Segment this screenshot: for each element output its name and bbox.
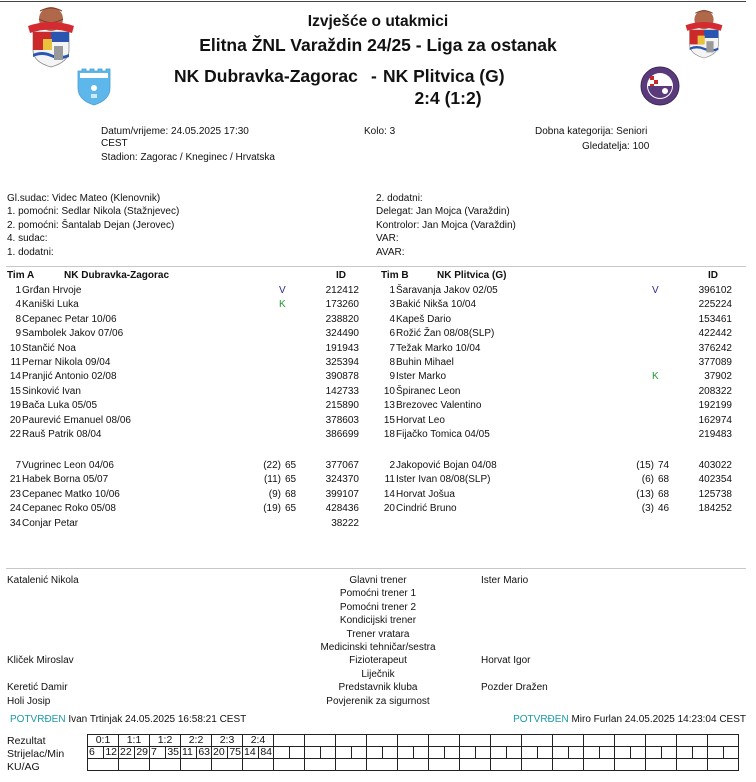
replaced-player: (13) [636, 488, 654, 500]
player-number: 18 [383, 429, 395, 440]
player-number: 8 [389, 357, 395, 368]
official-entry: 2. dodatni: [376, 193, 423, 204]
player-number: 11 [10, 357, 21, 368]
staff-role: Trener vratara [346, 628, 410, 640]
result-cell [522, 735, 553, 747]
scorer-number-cell [553, 747, 569, 759]
scorer-number-cell [615, 747, 631, 759]
goal-minute-cell: 63 [196, 747, 212, 759]
player-id: 396102 [698, 285, 732, 296]
player-name: Stančić Noa [22, 342, 76, 354]
cards-cell [615, 759, 646, 771]
player-name: Paurević Emanuel 08/06 [22, 414, 131, 426]
goal-minute-cell [320, 747, 336, 759]
player-number: 24 [9, 503, 21, 515]
goal-minute-cell [723, 747, 739, 759]
player-id: 238820 [325, 313, 359, 325]
match-score: 2:4 (1:2) [414, 88, 482, 108]
league-title: Elitna ŽNL Varaždin 24/25 - Liga za ostanak [199, 35, 557, 55]
substitute-row [0, 517, 756, 530]
result-cell [460, 735, 491, 747]
player-name: Jakopović Bojan 04/08 [396, 460, 497, 471]
goal-minute-cell [537, 747, 553, 759]
away-team-title: NK Plitvica (G) [383, 66, 505, 86]
player-name: Buhin Mihael [396, 357, 454, 368]
player-row [0, 284, 756, 297]
player-name: Vugrinec Leon 04/06 [22, 460, 114, 471]
player-row [0, 313, 756, 326]
score-label-scorer: Strijelac/Min [7, 748, 65, 760]
player-number: 9 [15, 328, 21, 340]
staff-role: Kondicijski trener [339, 615, 417, 627]
official-entry: AVAR: [376, 246, 405, 258]
scorer-number-cell [584, 747, 600, 759]
result-cell [584, 735, 615, 747]
goal-minute-cell [413, 747, 429, 759]
match-timezone: CEST [101, 138, 128, 149]
cards-cell [336, 759, 367, 771]
cards-cell [367, 759, 398, 771]
result-cell: 1:1 [119, 735, 150, 747]
scorer-number-cell: 14 [243, 747, 259, 759]
player-row [0, 356, 756, 369]
player-id: 325394 [325, 357, 359, 368]
result-cell [305, 735, 336, 747]
player-id: 162974 [698, 414, 732, 426]
player-id: 422442 [698, 328, 732, 340]
result-cell: 0:1 [88, 735, 119, 747]
player-row [0, 428, 756, 441]
player-name: Cindrić Bruno [396, 503, 457, 515]
home-staff-name: Holi Josip [7, 695, 51, 707]
player-number: 34 [9, 517, 21, 529]
player-name: Pernar Nikola 09/04 [22, 357, 111, 368]
goal-minute-cell [692, 747, 708, 759]
staff-role: Povjerenik za sigurnost [326, 695, 430, 707]
home-confirmation-status: POTVRĐEN [10, 714, 66, 725]
spectators: Gledatelja: 100 [582, 141, 650, 152]
replaced-player: (15) [636, 460, 654, 471]
player-number: 15 [9, 385, 21, 397]
player-id: 403022 [698, 460, 732, 471]
team-separator: - [371, 66, 377, 86]
player-id: 402354 [698, 474, 732, 486]
player-id: 37902 [704, 371, 732, 383]
player-id: 212412 [325, 285, 359, 296]
team-a-label: Tim A [7, 270, 35, 281]
player-name: Sinković Ivan [22, 385, 81, 397]
player-id: 142733 [325, 385, 359, 397]
result-cell [398, 735, 429, 747]
player-id: 324490 [325, 328, 359, 340]
player-name: Kaniški Luka [22, 299, 79, 311]
player-number: 21 [9, 474, 21, 486]
player-row [0, 342, 756, 355]
replaced-player: (11) [263, 474, 281, 486]
cards-cell [708, 759, 739, 771]
staff-role: Fizioterapeut [349, 655, 407, 667]
player-row [0, 298, 756, 311]
cards-cell [243, 759, 274, 771]
scorer-number-cell [460, 747, 476, 759]
official-entry: 4. sudac: [7, 233, 48, 245]
goal-minute-cell [568, 747, 584, 759]
substitute-row [0, 473, 756, 486]
player-name: Horvat Leo [396, 414, 445, 426]
result-cell [553, 735, 584, 747]
goal-minute-cell: 75 [227, 747, 243, 759]
score-label-result: Rezultat [7, 735, 46, 747]
player-name: Cepanec Petar 10/06 [22, 313, 117, 325]
scorer-number-cell: 11 [181, 747, 197, 759]
player-name: Cepanec Roko 05/08 [22, 503, 116, 515]
result-cell [274, 735, 305, 747]
scorer-number-cell [336, 747, 352, 759]
team-b-name: NK Plitvica (G) [437, 270, 507, 281]
team-a-name: NK Dubravka-Zagorac [64, 270, 170, 281]
scorer-number-cell [305, 747, 321, 759]
home-confirmation-text: Ivan Trtinjak 24.05.2025 16:58:21 CEST [68, 714, 247, 725]
replaced-player: (22) [263, 460, 281, 471]
scorer-number-cell [491, 747, 507, 759]
player-number: 7 [15, 460, 21, 471]
cards-cell [584, 759, 615, 771]
cards-cell [150, 759, 181, 771]
staff-role: Predstavnik kluba [338, 682, 418, 694]
goal-minute-cell [444, 747, 460, 759]
team-b-id-header: ID [708, 270, 718, 281]
player-number: 3 [389, 299, 395, 311]
player-name: Šaravanja Jakov 02/05 [396, 285, 498, 296]
staff-role: Glavni trener [349, 575, 407, 586]
cards-cell [491, 759, 522, 771]
player-number: 19 [9, 400, 21, 412]
player-id: 377067 [325, 460, 359, 471]
official-entry: Delegat: Jan Mojca (Varaždin) [376, 206, 510, 218]
score-cards-row [88, 759, 739, 771]
home-staff-name: Kliček Miroslav [7, 655, 74, 667]
player-row [0, 327, 756, 340]
cards-cell [274, 759, 305, 771]
result-cell [708, 735, 739, 747]
scorer-number-cell: 7 [150, 747, 166, 759]
home-team-title: NK Dubravka-Zagorac [174, 66, 358, 86]
cards-cell [181, 759, 212, 771]
substitution-minute: 65 [285, 503, 297, 515]
player-id: 399107 [325, 488, 359, 500]
player-name: Sambolek Jakov 07/06 [22, 328, 124, 340]
player-name: Kapeš Dario [396, 313, 452, 325]
substitution-minute: 68 [285, 488, 297, 500]
score-table [87, 734, 739, 771]
scorer-number-cell [708, 747, 724, 759]
score-scorer-row [88, 747, 739, 759]
age-category: Dobna kategorija: Seniori [535, 126, 648, 137]
cards-cell [88, 759, 119, 771]
result-cell [367, 735, 398, 747]
player-number: 22 [9, 429, 21, 440]
player-row [0, 399, 756, 412]
goalkeeper-marker: V [652, 285, 659, 296]
player-id: 125738 [698, 488, 732, 500]
result-cell: 2:4 [243, 735, 274, 747]
player-id: 208322 [698, 385, 732, 397]
away-confirmation [513, 714, 746, 726]
player-id: 428436 [325, 503, 359, 515]
divider [6, 568, 746, 569]
player-number: 14 [383, 488, 395, 500]
scorer-number-cell [274, 747, 290, 759]
player-number: 10 [383, 385, 395, 397]
goal-minute-cell [289, 747, 305, 759]
top-rule [0, 1, 746, 2]
away-confirmation-status: POTVRĐEN [513, 714, 569, 725]
cards-cell [677, 759, 708, 771]
player-name: Grđan Hrvoje [22, 285, 82, 296]
match-stadium: Stadion: Zagorac / Kneginec / Hrvatska [101, 152, 275, 163]
substitution-minute: 65 [285, 460, 297, 471]
result-cell [615, 735, 646, 747]
player-id: 324370 [325, 474, 359, 486]
substitute-row [0, 502, 756, 515]
goal-minute-cell: 35 [165, 747, 181, 759]
scorer-number-cell [367, 747, 383, 759]
home-staff-name: Katalenić Nikola [7, 575, 79, 586]
cards-cell [305, 759, 336, 771]
away-confirmation-text: Miro Furlan 24.05.2025 14:23:04 CEST [571, 714, 746, 725]
scorer-number-cell [398, 747, 414, 759]
official-entry: 2. pomoćni: Šantalab Dejan (Jerovec) [7, 219, 175, 231]
player-number: 1 [15, 285, 21, 296]
scorer-number-cell [429, 747, 445, 759]
player-number: 9 [389, 371, 395, 383]
player-name: Bača Luka 05/05 [22, 400, 98, 412]
result-cell: 2:3 [212, 735, 243, 747]
player-number: 6 [389, 328, 395, 340]
player-id: 376242 [698, 342, 732, 354]
player-name: Rauš Patrik 08/04 [22, 429, 102, 440]
player-name: Fijačko Tomica 04/05 [396, 429, 490, 440]
player-number: 4 [15, 299, 21, 311]
report-title: Izvješće o utakmici [307, 13, 449, 30]
official-entry: 1. dodatni: [7, 246, 54, 258]
goalkeeper-marker: V [279, 285, 286, 296]
staff-role: Medicinski tehničar/sestra [320, 642, 436, 653]
player-id: 225224 [698, 299, 732, 311]
player-number: 2 [389, 460, 395, 471]
player-name: Brezovec Valentino [396, 400, 482, 412]
match-datetime: Datum/vrijeme: 24.05.2025 17:30 [101, 126, 249, 137]
cards-cell [522, 759, 553, 771]
scorer-number-cell: 22 [119, 747, 135, 759]
player-number: 20 [9, 414, 21, 426]
away-staff-name: Ister Mario [481, 575, 529, 586]
result-cell [336, 735, 367, 747]
substitution-minute: 68 [658, 488, 670, 500]
team-a-id-header: ID [336, 270, 346, 281]
cards-cell [646, 759, 677, 771]
player-number: 15 [383, 414, 395, 426]
player-row [0, 370, 756, 383]
score-result-row [88, 735, 739, 747]
substitution-minute: 68 [658, 474, 670, 486]
divider [6, 266, 746, 267]
substitution-minute: 65 [285, 474, 297, 486]
player-id: 192199 [698, 400, 732, 412]
cards-cell [119, 759, 150, 771]
player-number: 23 [9, 488, 21, 500]
player-name: Conjar Petar [22, 517, 79, 529]
result-cell [677, 735, 708, 747]
goal-minute-cell: 29 [134, 747, 150, 759]
player-row [0, 385, 756, 398]
player-name: Horvat Jošua [396, 488, 455, 500]
cards-cell [429, 759, 460, 771]
away-staff-name: Pozder Dražen [481, 682, 548, 694]
replaced-player: (3) [641, 503, 654, 515]
player-id: 191943 [325, 342, 359, 354]
player-name: Ister Marko [396, 371, 447, 383]
goal-minute-cell [599, 747, 615, 759]
goal-minute-cell [630, 747, 646, 759]
player-number: 8 [15, 313, 21, 325]
scorer-number-cell [677, 747, 693, 759]
player-number: 4 [389, 313, 395, 325]
player-number: 10 [9, 342, 21, 354]
goal-minute-cell: 12 [103, 747, 119, 759]
player-id: 386699 [325, 429, 359, 440]
scorer-number-cell [646, 747, 662, 759]
captain-marker: K [652, 371, 659, 383]
official-entry: Gl.sudac: Videc Mateo (Klenovnik) [7, 193, 161, 204]
player-name: Habek Borna 05/07 [22, 474, 109, 486]
cards-cell [398, 759, 429, 771]
player-id: 378603 [325, 414, 359, 426]
goal-minute-cell [382, 747, 398, 759]
player-number: 11 [384, 474, 395, 486]
substitute-row [0, 488, 756, 501]
score-label-cards: KU/AG [7, 761, 40, 773]
player-id: 184252 [698, 503, 732, 515]
replaced-player: (9) [268, 488, 281, 500]
result-cell [491, 735, 522, 747]
substitute-row [0, 459, 756, 472]
result-cell: 2:2 [181, 735, 212, 747]
player-name: Ister Ivan 08/08(SLP) [396, 474, 491, 486]
goal-minute-cell [351, 747, 367, 759]
player-id: 219483 [698, 429, 732, 440]
player-name: Težak Marko 10/04 [396, 342, 481, 354]
player-id: 173260 [325, 299, 359, 311]
match-round: Kolo: 3 [364, 126, 396, 137]
away-staff-name: Horvat Igor [481, 655, 531, 667]
goal-minute-cell [475, 747, 491, 759]
player-name: Pranjić Antonio 02/08 [22, 371, 117, 383]
staff-role: Pomoćni trener 2 [339, 601, 417, 613]
home-confirmation [10, 714, 246, 726]
cards-cell [460, 759, 491, 771]
player-id: 38222 [331, 517, 359, 529]
team-b-label: Tim B [381, 270, 409, 281]
official-entry: 1. pomoćni: Sedlar Nikola (Stažnjevec) [7, 206, 180, 218]
official-entry: Kontrolor: Jan Mojca (Varaždin) [376, 219, 516, 231]
scorer-number-cell: 6 [88, 747, 104, 759]
player-number: 7 [389, 342, 395, 354]
scorer-number-cell: 20 [212, 747, 228, 759]
result-cell [429, 735, 460, 747]
official-entry: VAR: [376, 233, 399, 245]
result-cell: 1:2 [150, 735, 181, 747]
player-name: Cepanec Matko 10/06 [22, 488, 120, 500]
substitution-minute: 46 [658, 503, 670, 515]
player-row [0, 414, 756, 427]
substitution-minute: 74 [658, 460, 670, 471]
player-name: Rožić Žan 08/08(SLP) [396, 328, 495, 340]
replaced-player: (19) [263, 503, 281, 515]
player-id: 153461 [698, 313, 732, 325]
goal-minute-cell [506, 747, 522, 759]
goal-minute-cell [661, 747, 677, 759]
player-id: 377089 [698, 357, 732, 368]
captain-marker: K [279, 299, 286, 311]
cards-cell [212, 759, 243, 771]
player-number: 20 [383, 503, 395, 515]
player-name: Bakić Nikša 10/04 [396, 299, 477, 311]
player-number: 1 [389, 285, 395, 296]
scorer-number-cell [522, 747, 538, 759]
goal-minute-cell: 84 [258, 747, 274, 759]
staff-role: Liječnik [361, 668, 395, 680]
player-id: 215890 [325, 400, 359, 412]
player-id: 390878 [325, 371, 359, 383]
player-number: 14 [9, 371, 21, 383]
player-name: Špiranec Leon [396, 385, 461, 397]
result-cell [646, 735, 677, 747]
player-number: 13 [383, 400, 395, 412]
cards-cell [553, 759, 584, 771]
replaced-player: (6) [641, 474, 654, 486]
staff-role: Pomoćni trener 1 [339, 588, 417, 600]
home-staff-name: Keretić Damir [7, 682, 68, 694]
